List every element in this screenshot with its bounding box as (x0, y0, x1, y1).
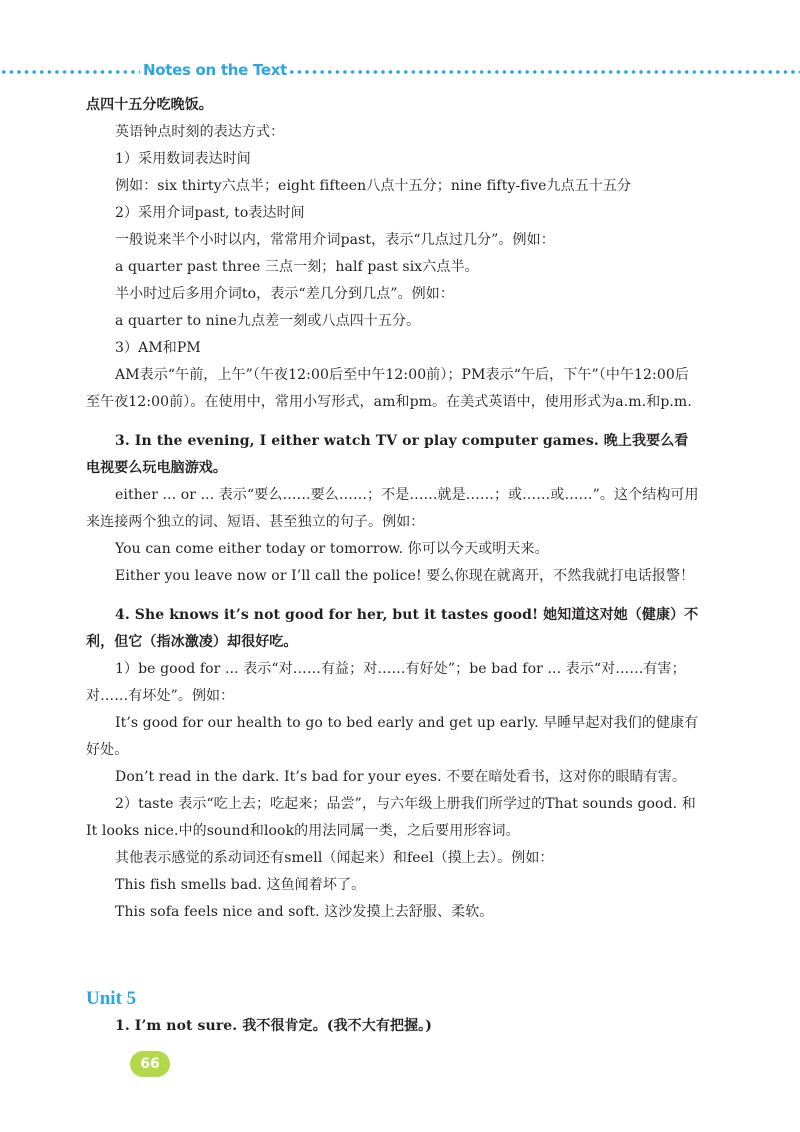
note-paragraph: 1）采用数词表达时间 (115, 151, 251, 167)
notes-body (86, 92, 702, 926)
note-paragraph: AM表示“午前，上午”（午夜12:00后至中午12:00前）；PM表示“午后，下午”（中午12:00后至午夜12:00前）。在使用中，常用小写形式，am和pm。在美式英语中，使用形式为a.m.和p.m. (86, 367, 692, 410)
note-heading: 3. In the evening, I either watch TV or play computer games. 晚上我要么看电视要么玩电脑游戏。 (86, 433, 689, 476)
note-paragraph: This sofa feels nice and soft. 这沙发摸上去舒服、柔软。 (115, 904, 494, 920)
note-paragraph: 2）采用介词past, to表达时间 (115, 205, 305, 221)
note-paragraph: 1. I’m not sure. 我不很肯定。(我不大有把握。) (115, 1018, 432, 1034)
note-paragraph: 1）be good for ... 表示“对……有益；对……有好处”；be bad for ... 表示“对……有害；对……有坏处”。例如： (86, 661, 686, 704)
note-paragraph: You can come either today or tomorrow. 你可以今天或明天来。 (115, 541, 549, 557)
paragraph-gap (86, 416, 702, 428)
note-paragraph: 英语钟点时刻的表达方式： (115, 124, 285, 140)
note-heading: 4. She knows it’s not good for her, but it tastes good! 她知道这对她（健康）不利，但它（指冰激凌）却很好吃。 (86, 607, 699, 650)
note-paragraph: a quarter past three 三点一刻；half past six六点半。 (115, 259, 479, 275)
section-title: Notes on the Text (143, 61, 287, 79)
note-heading: 点四十五分吃晚饭。 (86, 97, 213, 113)
section-header (0, 59, 800, 83)
note-paragraph: Don’t read in the dark. It’s bad for your eyes. 不要在暗处看书，这对你的眼睛有害。 (115, 769, 686, 785)
note-paragraph: 半小时过后多用介词to，表示“差几分到几点”。例如： (115, 286, 454, 302)
header-dotted-rule-right (288, 70, 800, 74)
paragraph-gap (86, 590, 702, 602)
note-paragraph: It’s good for our health to go to bed early and get up early. 早睡早起对我们的健康有好处。 (86, 715, 699, 758)
note-paragraph: 例如：six thirty六点半；eight fifteen八点十五分；nine fifty-five九点五十五分 (115, 178, 632, 194)
note-paragraph: 3）AM和PM (115, 340, 201, 356)
note-paragraph: 一般说来半个小时以内，常常用介词past，表示“几点过几分”。例如： (115, 232, 555, 248)
note-paragraph: 其他表示感觉的系动词还有smell（闻起来）和feel（摸上去）。例如： (115, 850, 554, 866)
note-paragraph: Either you leave now or I’ll call the police! 要么你现在就离开，不然我就打电话报警！ (115, 568, 695, 584)
note-paragraph: 2）taste 表示“吃上去；吃起来；品尝”，与六年级上册我们所学过的That sounds good. 和It looks nice.中的sound和look的用法同属一类，之后要用形容词。 (86, 796, 696, 839)
unit-heading: Unit 5 (86, 988, 137, 1009)
note-paragraph: a quarter to nine九点差一刻或八点四十五分。 (115, 313, 421, 329)
unit-first-note (86, 1013, 702, 1040)
page-number-badge: 66 (130, 1051, 170, 1077)
header-dotted-rule-left (0, 70, 140, 74)
note-paragraph: either ... or ... 表示“要么……要么……；不是……就是……；或……或……”。这个结构可用来连接两个独立的词、短语、甚至独立的句子。例如： (86, 487, 699, 530)
note-paragraph: This fish smells bad. 这鱼闻着坏了。 (115, 877, 366, 893)
